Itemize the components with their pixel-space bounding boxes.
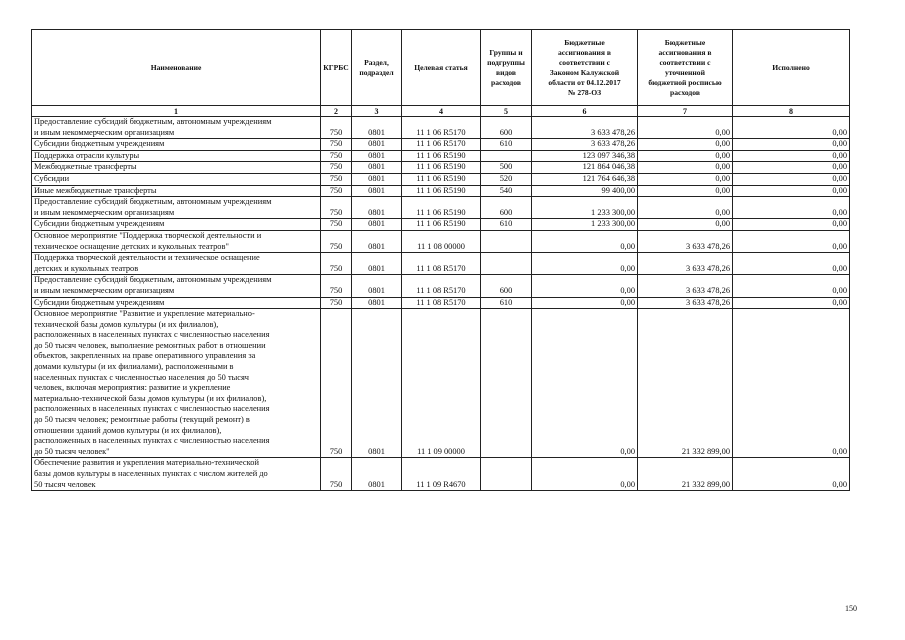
row-executed: 0,00 (733, 458, 850, 491)
row-kgrbs: 750 (321, 458, 352, 491)
row-executed: 0,00 (733, 309, 850, 458)
row-target: 11 1 06 R5190 (402, 185, 481, 197)
row-name: Субсидии бюджетным учреждениям (32, 139, 321, 151)
row-group: 610 (481, 219, 532, 231)
table-row (32, 150, 850, 162)
row-budget-law: 0,00 (532, 458, 638, 491)
row-budget-law: 3 633 478,26 (532, 117, 638, 139)
row-kgrbs: 750 (321, 185, 352, 197)
row-target: 11 1 06 R5190 (402, 162, 481, 174)
row-budget-law: 1 233 300,00 (532, 197, 638, 219)
row-name: Предоставление субсидий бюджетным, автономным учреждениям и иным некоммерческим организациям (32, 275, 321, 297)
row-budget-law: 0,00 (532, 230, 638, 252)
column-number: 7 (638, 106, 733, 117)
column-number: 8 (733, 106, 850, 117)
row-target: 11 1 08 R5170 (402, 253, 481, 275)
table-row (32, 297, 850, 309)
row-executed: 0,00 (733, 162, 850, 174)
row-target: 11 1 09 R4670 (402, 458, 481, 491)
row-budget-updated: 3 633 478,26 (638, 253, 733, 275)
page-number: 150 (845, 604, 857, 613)
column-number: 5 (481, 106, 532, 117)
row-budget-law: 0,00 (532, 297, 638, 309)
row-section: 0801 (352, 230, 402, 252)
row-budget-law: 123 097 346,38 (532, 150, 638, 162)
row-budget-law: 121 864 046,38 (532, 162, 638, 174)
row-group: 540 (481, 185, 532, 197)
table-row (32, 275, 850, 297)
table-row (32, 230, 850, 252)
row-executed: 0,00 (733, 253, 850, 275)
row-target: 11 1 06 R5170 (402, 117, 481, 139)
row-target: 11 1 06 R5190 (402, 219, 481, 231)
row-group: 610 (481, 139, 532, 151)
header-row (32, 30, 850, 106)
row-kgrbs: 750 (321, 230, 352, 252)
row-section: 0801 (352, 297, 402, 309)
column-number: 6 (532, 106, 638, 117)
table-row (32, 173, 850, 185)
row-budget-updated: 0,00 (638, 185, 733, 197)
row-name: Предоставление субсидий бюджетным, автономным учреждениям и иным некоммерческим организациям (32, 197, 321, 219)
row-executed: 0,00 (733, 139, 850, 151)
row-executed: 0,00 (733, 275, 850, 297)
row-budget-law: 99 400,00 (532, 185, 638, 197)
header-executed: Исполнено (733, 30, 850, 106)
row-name: Субсидии бюджетным учреждениям (32, 297, 321, 309)
row-group: 600 (481, 275, 532, 297)
row-executed: 0,00 (733, 197, 850, 219)
row-name: Поддержка отрасли культуры (32, 150, 321, 162)
row-name: Субсидии бюджетным учреждениям (32, 219, 321, 231)
row-budget-updated: 0,00 (638, 197, 733, 219)
row-budget-updated: 0,00 (638, 162, 733, 174)
row-group (481, 230, 532, 252)
row-group (481, 150, 532, 162)
row-name: Иные межбюджетные трансферты (32, 185, 321, 197)
row-budget-updated: 0,00 (638, 219, 733, 231)
table-row (32, 253, 850, 275)
row-section: 0801 (352, 150, 402, 162)
row-section: 0801 (352, 173, 402, 185)
row-target: 11 1 06 R5170 (402, 139, 481, 151)
row-executed: 0,00 (733, 297, 850, 309)
table-row (32, 197, 850, 219)
row-executed: 0,00 (733, 117, 850, 139)
row-section: 0801 (352, 139, 402, 151)
row-group: 500 (481, 162, 532, 174)
row-name: Предоставление субсидий бюджетным, автономным учреждениям и иным некоммерческим организациям (32, 117, 321, 139)
table-row (32, 117, 850, 139)
row-target: 11 1 06 R5190 (402, 197, 481, 219)
table-row (32, 309, 850, 458)
row-group: 600 (481, 117, 532, 139)
row-target: 11 1 06 R5190 (402, 150, 481, 162)
header-groups: Группы и подгруппы видов расходов (481, 30, 532, 106)
row-group (481, 458, 532, 491)
row-budget-updated: 21 332 899,00 (638, 458, 733, 491)
row-kgrbs: 750 (321, 253, 352, 275)
row-executed: 0,00 (733, 185, 850, 197)
row-section: 0801 (352, 275, 402, 297)
row-group: 600 (481, 197, 532, 219)
row-kgrbs: 750 (321, 162, 352, 174)
row-budget-law: 1 233 300,00 (532, 219, 638, 231)
row-executed: 0,00 (733, 150, 850, 162)
row-budget-law: 0,00 (532, 275, 638, 297)
budget-table (31, 29, 850, 491)
row-budget-updated: 21 332 899,00 (638, 309, 733, 458)
column-number: 4 (402, 106, 481, 117)
row-budget-law: 0,00 (532, 253, 638, 275)
header-name: Наименование (32, 30, 321, 106)
row-group: 610 (481, 297, 532, 309)
row-kgrbs: 750 (321, 275, 352, 297)
header-kgrbs: КГРБС (321, 30, 352, 106)
row-section: 0801 (352, 185, 402, 197)
row-section: 0801 (352, 197, 402, 219)
table-row (32, 185, 850, 197)
table-row (32, 458, 850, 491)
row-budget-updated: 3 633 478,26 (638, 275, 733, 297)
row-budget-updated: 0,00 (638, 150, 733, 162)
header-target: Целевая статья (402, 30, 481, 106)
row-group (481, 309, 532, 458)
row-section: 0801 (352, 117, 402, 139)
column-number: 1 (32, 106, 321, 117)
column-number: 2 (321, 106, 352, 117)
row-kgrbs: 750 (321, 117, 352, 139)
table-row (32, 162, 850, 174)
row-name: Обеспечение развития и укрепления материально-технической базы домов культуры в населенных пунктах с числом жителей до 50 тысяч человек (32, 458, 321, 491)
row-kgrbs: 750 (321, 297, 352, 309)
row-budget-updated: 3 633 478,26 (638, 230, 733, 252)
row-group (481, 253, 532, 275)
row-name: Поддержка творческой деятельности и техническое оснащение детских и кукольных театров (32, 253, 321, 275)
row-kgrbs: 750 (321, 173, 352, 185)
row-target: 11 1 06 R5190 (402, 173, 481, 185)
column-number-row (32, 106, 850, 117)
row-budget-law: 121 764 646,38 (532, 173, 638, 185)
row-budget-updated: 3 633 478,26 (638, 297, 733, 309)
row-budget-updated: 0,00 (638, 139, 733, 151)
row-executed: 0,00 (733, 230, 850, 252)
row-budget-law: 3 633 478,26 (532, 139, 638, 151)
row-executed: 0,00 (733, 219, 850, 231)
row-executed: 0,00 (733, 173, 850, 185)
row-kgrbs: 750 (321, 309, 352, 458)
row-budget-law: 0,00 (532, 309, 638, 458)
row-name: Основное мероприятие "Развитие и укрепление материально- технической базы домов культуры (и их филиалов), расположенных в населенных пунктах с численностью населения до 50 тысяч человек, выполнение ремонтных работ в отношении объектов, закрепленных на праве оперативного управления за домами культуры (и их филиалами), расположенными в населенных пунктах с численностью населения до 50 тысяч человек, включая мероприятия: развитие и укрепление материально-технической базы домов культуры (и их филиалов), расположенных в населенных пунктах с численностью населения до 50 тысяч человек; ремонтные работы (текущий ремонт) в отношении зданий домов культуры (и их филиалов), расположенных в населенных пунктах с численностью населения до 50 тысяч человек" (32, 309, 321, 458)
row-name: Субсидии (32, 173, 321, 185)
row-section: 0801 (352, 219, 402, 231)
row-target: 11 1 08 00000 (402, 230, 481, 252)
row-target: 11 1 08 R5170 (402, 297, 481, 309)
row-kgrbs: 750 (321, 139, 352, 151)
row-name: Основное мероприятие "Поддержка творческой деятельности и техническое оснащение детских и кукольных театров" (32, 230, 321, 252)
header-budget-updated: Бюджетные ассигнования в соответствии с уточненной бюджетной росписью расходов (638, 30, 733, 106)
row-section: 0801 (352, 309, 402, 458)
row-name: Межбюджетные трансферты (32, 162, 321, 174)
row-target: 11 1 09 00000 (402, 309, 481, 458)
row-budget-updated: 0,00 (638, 117, 733, 139)
row-section: 0801 (352, 458, 402, 491)
row-kgrbs: 750 (321, 219, 352, 231)
row-kgrbs: 750 (321, 150, 352, 162)
row-target: 11 1 08 R5170 (402, 275, 481, 297)
table-row (32, 219, 850, 231)
header-section: Раздел, подраздел (352, 30, 402, 106)
column-number: 3 (352, 106, 402, 117)
header-budget-law: Бюджетные ассигнования в соответствии с Законом Калужской области от 04.12.2017 № 278-ОЗ (532, 30, 638, 106)
row-kgrbs: 750 (321, 197, 352, 219)
table-row (32, 139, 850, 151)
row-group: 520 (481, 173, 532, 185)
row-budget-updated: 0,00 (638, 173, 733, 185)
row-section: 0801 (352, 162, 402, 174)
row-section: 0801 (352, 253, 402, 275)
